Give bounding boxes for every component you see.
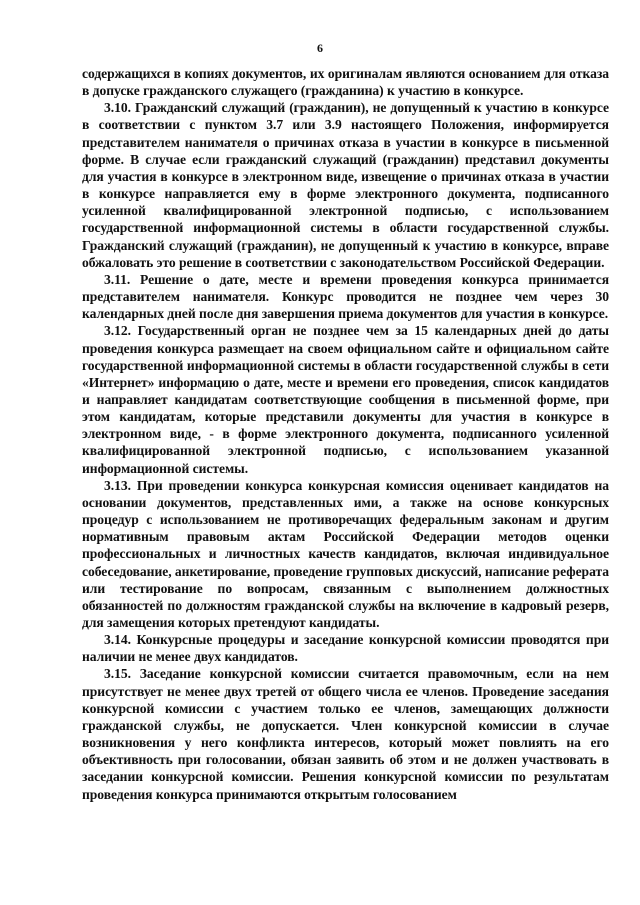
paragraph-3-15: 3.15. Заседание конкурсной комиссии считается правомочным, если на нем присутствует не менее двух третей от общего числа ее членов. Проведение заседания конкурсной комиссии с участием только ее членов, замещающих должности гражданской службы, не допускается. Член конкурсной комиссии в случае возникновения у него конфликта интересов, который может повлиять на его объективность при голосовании, обязан заявить об этом и не должен участвовать в заседании конкурсной комиссии. Решения конкурсной комиссии по результатам проведения конкурса принимаются открытым голосованием: [82, 666, 609, 802]
document-body: [82, 65, 609, 803]
paragraph-3-10: 3.10. Гражданский служащий (гражданин), не допущенный к участию в конкурсе в соответствии с пунктом 3.7 или 3.9 настоящего Положения, информируется представителем нанимателя о причинах отказа в участии в конкурсе в письменной форме. В случае если гражданский служащий (гражданин) представил документы для участия в конкурсе в электронном виде, извещение о причинах отказа в участии в конкурсе направляется ему в форме электронного документа, подписанного усиленной квалифицированной электронной подписью, с использованием государственной информационной системы в области государственной службы. Гражданский служащий (гражданин), не допущенный к участию в конкурсе, вправе обжаловать это решение в соответствии с законодательством Российской Федерации.: [82, 100, 609, 270]
paragraph-3-14: 3.14. Конкурсные процедуры и заседание конкурсной комиссии проводятся при наличии не менее двух кандидатов.: [82, 632, 609, 665]
page-number: 6: [317, 41, 323, 55]
paragraph-continuation: содержащихся в копиях документов, их оригиналам являются основанием для отказа в допуске гражданского служащего (гражданина) к участию в конкурсе.: [82, 66, 609, 99]
paragraph-3-13: 3.13. При проведении конкурса конкурсная комиссия оценивает кандидатов на основании документов, представленных ими, а также на основе конкурсных процедур с использованием не противоречащих федеральным законам и другим нормативным правовым актам Российской Федерации методов оценки профессиональных и личностных качеств кандидатов, включая индивидуальное собеседование, анкетирование, проведение групповых дискуссий, написание реферата или тестирование по вопросам, связанным с выполнением должностных обязанностей по должностям гражданской службы на включение в кадровый резерв, для замещения которых претендуют кандидаты.: [82, 477, 610, 630]
paragraph-3-12: 3.12. Государственный орган не позднее чем за 15 календарных дней до даты проведения конкурса размещает на своем официальном сайте и официальном сайте государственной информационной системы в области государственной службы в сети «Интернет» информацию о дате, месте и времени его проведения, список кандидатов и направляет кандидатам соответствующие сообщения в письменной форме, при этом кандидатам, которые представили документы для участия в конкурсе в электронном виде, - в форме электронного документа, подписанного усиленной квалифицированной электронной подписью, с использованием указанной информационной системы.: [82, 323, 609, 476]
paragraph-3-11: 3.11. Решение о дате, месте и времени проведения конкурса принимается представителем нанимателя. Конкурс проводится не позднее чем через 30 календарных дней после дня завершения приема документов для участия в конкурсе.: [82, 271, 609, 322]
